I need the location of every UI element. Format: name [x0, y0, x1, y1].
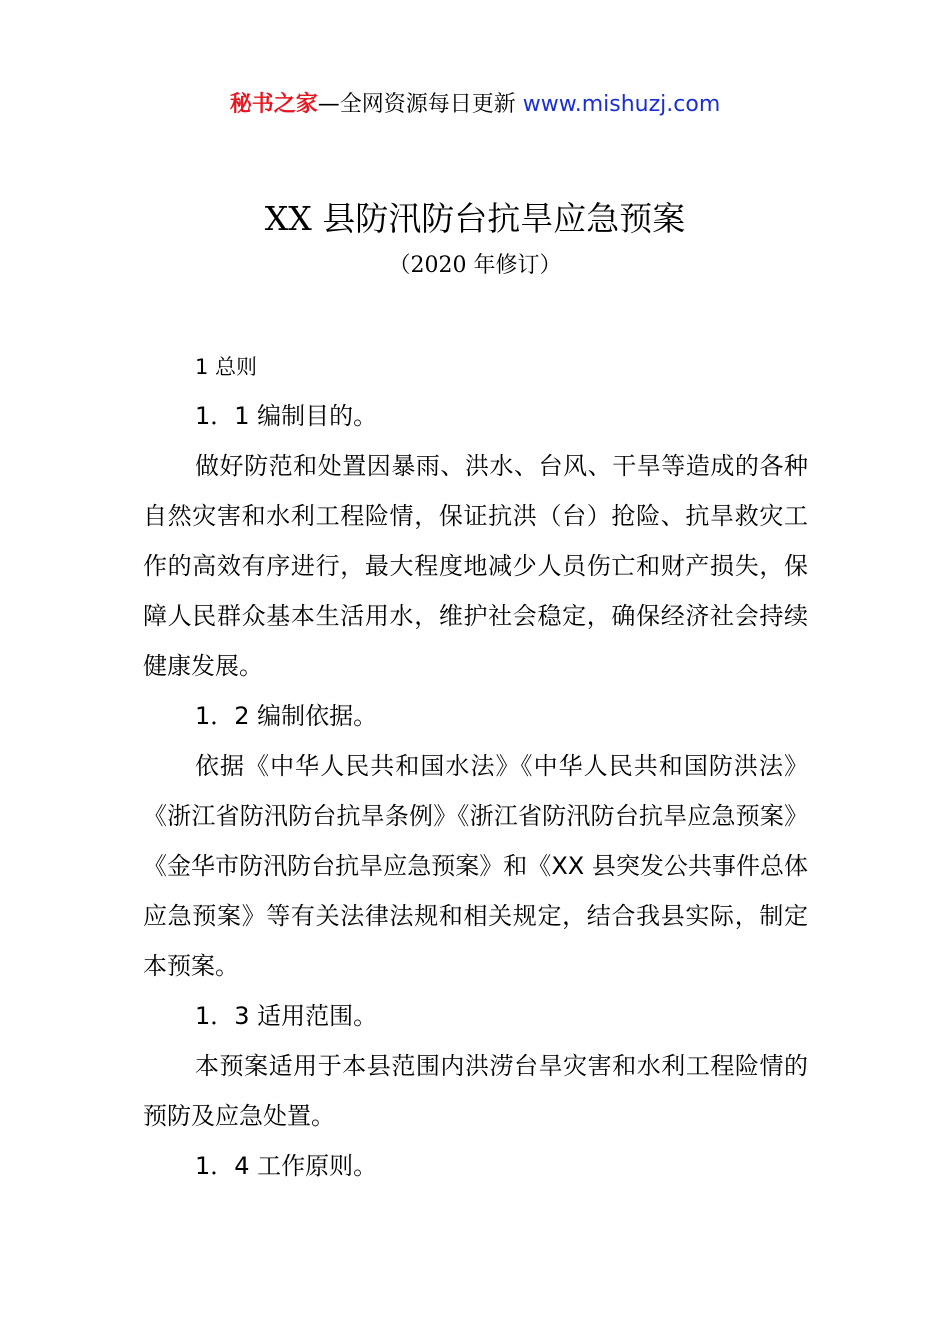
site-header [0, 88, 950, 122]
paragraph-scope: 本预案适用于本县范围内洪涝台旱灾害和水利工程险情的预防及应急处置。 [143, 1052, 808, 1130]
document-subtitle: （2020 年修订） [388, 253, 562, 278]
paragraph-basis: 依据《中华人民共和国水法》《中华人民共和国防洪法》《浙江省防汛防台抗旱条例》《浙江省防汛防台抗旱应急预案》《金华市防汛防台抗旱应急预案》和《XX 县突发公共事件总体应急预案》等有关法律法规和相关规定，结合我县实际，制定本预案。 [143, 752, 808, 980]
section-heading-scope: 1．3 适用范围。 [195, 1002, 378, 1030]
section-heading-principles: 1．4 工作原则。 [195, 1152, 378, 1180]
document-body [143, 343, 808, 1191]
section-heading-basis: 1．2 编制依据。 [195, 702, 378, 730]
site-tagline: —全网资源每日更新 [317, 92, 516, 117]
section-heading-purpose: 1．1 编制目的。 [195, 402, 378, 430]
section-heading-general: 1 总则 [195, 355, 258, 379]
site-brand: 秘书之家 [229, 92, 318, 117]
document-title: XX 县防汛防台抗旱应急预案 [264, 199, 686, 238]
paragraph-purpose: 做好防范和处置因暴雨、洪水、台风、干旱等造成的各种自然灾害和水利工程险情，保证抗洪（台）抢险、抗旱救灾工作的高效有序进行，最大程度地减少人员伤亡和财产损失，保障人民群众基本生活用水，维护社会稳定，确保经济社会持续健康发展。 [143, 452, 808, 680]
site-url-link[interactable]: www.mishuzj.com [522, 92, 721, 117]
